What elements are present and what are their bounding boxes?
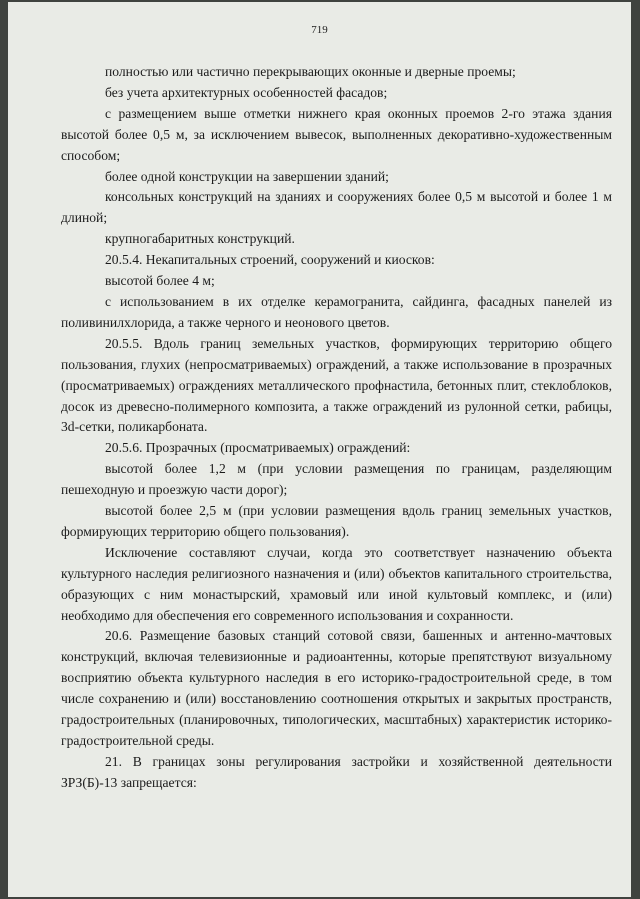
paragraph: 20.6. Размещение базовых станций сотовой связи, башенных и антенно-мачтовых конструкций, включая телевизионные и радиоантенны, которые препятствуют визуальному восприятию объекта культурного наследия в его историко-градостроительной среде, в том числе сохранению и (или) восстановлению соотношения открытых и закрытых пространств, градостроительных (планировочных, типологических, масштабных) характеристик историко-градостроительной среды. [61,628,612,748]
paragraph: 21. В границах зоны регулирования застройки и хозяйственной деятельности ЗРЗ(Б)-13 запрещается: [61,753,612,790]
paragraph: крупногабаритных конструкций. [105,231,295,247]
page-number: 719 [311,24,328,36]
paragraph: 20.5.6. Прозрачных (просматриваемых) ограждений: [105,440,411,456]
paragraph: 20.5.5. Вдоль границ земельных участков, формирующих территорию общего пользования, глухих (непросматриваемых) ограждений, а также использование в прозрачных (просматриваемых) ограждениях металлического профнастила, бетонных плит, стеклоблоков, досок из древесно-полимерного композита, а также ограждений из рулонной сетки, рабицы, 3d-сетки, поликарбоната. [61,335,612,435]
paragraph: более одной конструкции на завершении зданий; [105,168,389,184]
paragraph: высотой более 4 м; [105,273,215,289]
document-page [8,2,631,897]
document-body [61,62,612,794]
paragraph: полностью или частично перекрывающих оконные и дверные проемы; [105,64,516,79]
paragraph: Исключение составляют случаи, когда это соответствует назначению объекта культурного наследия религиозного назначения и (или) объектов капитального строительства, образующих с ним монастырский, храмовый или иной культовый комплекс, и (или) необходимо для обеспечения его современного использования и сохранности. [61,544,612,623]
paragraph: 20.5.4. Некапитальных строений, сооружений и киосков: [105,252,435,268]
paragraph: без учета архитектурных особенностей фасадов; [105,84,388,100]
paragraph: с использованием в их отделке керамогранита, сайдинга, фасадных панелей из поливинилхлорида, а также черного и неонового цветов. [61,293,612,330]
paragraph: консольных конструкций на зданиях и сооружениях более 0,5 м высотой и более 1 м длиной; [61,189,612,226]
paragraph: высотой более 1,2 м (при условии размещения по границам, разделяющим пешеходную и проезжую части дорог); [61,461,612,498]
paragraph: с размещением выше отметки нижнего края оконных проемов 2-го этажа здания высотой более 0,5 м, за исключением вывесок, выполненных декоративно-художественным способом; [61,105,612,163]
paragraph: высотой более 2,5 м (при условии размещения вдоль границ земельных участков, формирующих территорию общего пользования). [61,503,612,539]
